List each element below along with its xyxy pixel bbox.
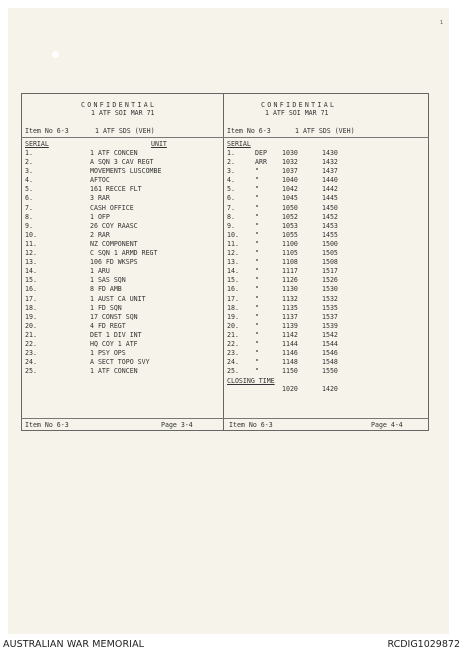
- timing-row: [224, 267, 428, 276]
- timing-row: [224, 304, 428, 313]
- unit-name: DET 1 DIV INT: [90, 330, 142, 339]
- serial-number: 19.: [25, 312, 37, 321]
- left-header-rule: [21, 137, 223, 138]
- time-second: 1440: [322, 176, 338, 185]
- time-second: 1526: [322, 276, 338, 285]
- serial-number: 5.: [25, 185, 33, 194]
- time-first: 1042: [282, 185, 298, 194]
- serial-number: 25.: [25, 367, 37, 376]
- archive-footer: [0, 634, 463, 654]
- unit-name: 106 FD WKSPS: [90, 258, 138, 267]
- right-header-rule: [223, 137, 429, 138]
- time-second: 1432: [322, 158, 338, 167]
- time-second: 1546: [322, 349, 338, 358]
- time-second: 1452: [322, 212, 338, 221]
- unit-row: [21, 185, 223, 194]
- time-first: 1139: [282, 321, 298, 330]
- movement-code: ": [255, 303, 259, 312]
- movement-code: ": [255, 367, 259, 376]
- time-first: 1032: [282, 158, 298, 167]
- serial-number: 16.: [25, 285, 37, 294]
- unit-row: [21, 240, 223, 249]
- unit-row: [21, 249, 223, 258]
- serial-number: 8.: [25, 212, 33, 221]
- serial-number: 9.: [25, 221, 33, 230]
- page-mark: 1: [440, 20, 444, 26]
- serial-number: 15.: [227, 276, 239, 285]
- frame-top-rule: [21, 93, 429, 94]
- movement-code: ": [255, 249, 259, 258]
- time-second: 1455: [322, 230, 338, 239]
- time-second: 1539: [322, 321, 338, 330]
- unit-name: A SQN 3 CAV REGT: [90, 158, 154, 167]
- unit-row: [21, 322, 223, 331]
- time-second: 1442: [322, 185, 338, 194]
- timing-row: [224, 349, 428, 358]
- unit-name: 1 ATF CONCEN: [90, 367, 138, 376]
- right-footer-page: Page 4-4: [371, 421, 403, 429]
- serial-number: 16.: [227, 285, 239, 294]
- unit-name: 1 SAS SQN: [90, 276, 126, 285]
- timing-row: [224, 194, 428, 203]
- movement-code: ARR: [255, 158, 267, 167]
- serial-number: 8.: [227, 212, 235, 221]
- serial-number: 2.: [227, 158, 235, 167]
- timing-row: [224, 276, 428, 285]
- time-second: 1532: [322, 294, 338, 303]
- unit-name: 1 ARU: [90, 267, 110, 276]
- serial-number: 15.: [25, 276, 37, 285]
- serial-number: 22.: [25, 339, 37, 348]
- left-subheading: 1 ATF SOI MAR 71: [91, 109, 155, 117]
- right-footer-rule: [223, 418, 429, 419]
- archive-reference: RCDIG1029872: [387, 639, 460, 650]
- timing-row: [224, 204, 428, 213]
- right-item-number: Item No 6-3: [227, 127, 271, 135]
- unit-row: [21, 313, 223, 322]
- unit-name: 1 OFP: [90, 212, 110, 221]
- unit-row: [21, 194, 223, 203]
- timing-row: [224, 185, 428, 194]
- timing-row: [224, 176, 428, 185]
- serial-number: 22.: [227, 339, 239, 348]
- right-sds-title: 1 ATF SDS (VEH): [295, 127, 355, 135]
- left-col-unit: UNIT: [151, 140, 167, 148]
- movement-code: ": [255, 321, 259, 330]
- serial-number: 5.: [227, 185, 235, 194]
- unit-row: [21, 349, 223, 358]
- left-item-number: Item No 6-3: [25, 127, 69, 135]
- right-col-serial: SERIAL: [227, 140, 251, 148]
- time-first: 1030: [282, 149, 298, 157]
- time-second: 1505: [322, 249, 338, 258]
- serial-number: 13.: [25, 258, 37, 267]
- unit-row: [21, 167, 223, 176]
- serial-number: 14.: [227, 267, 239, 276]
- serial-number: 10.: [25, 230, 37, 239]
- movement-code: ": [255, 176, 259, 185]
- right-footer-item: Item No 6-3: [229, 421, 273, 429]
- unit-row: [21, 231, 223, 240]
- time-second: 1550: [322, 367, 338, 376]
- archive-name: AUSTRALIAN WAR MEMORIAL: [3, 639, 145, 650]
- unit-row: [21, 222, 223, 231]
- timing-row: [224, 322, 428, 331]
- time-second: 1445: [322, 194, 338, 203]
- unit-name: AFTOC: [90, 176, 110, 185]
- serial-number: 24.: [227, 358, 239, 367]
- unit-name: 2 RAR: [90, 230, 110, 239]
- left-footer-item: Item No 6-3: [25, 421, 69, 429]
- movement-code: ": [255, 203, 259, 212]
- timing-row: [224, 213, 428, 222]
- unit-name: 17 CONST SQN: [90, 312, 138, 321]
- time-first: 1148: [282, 358, 298, 367]
- time-second: 1537: [322, 312, 338, 321]
- serial-number: 1.: [25, 149, 33, 157]
- time-second: 1450: [322, 203, 338, 212]
- serial-number: 21.: [25, 330, 37, 339]
- right-subheading: 1 ATF SOI MAR 71: [265, 109, 329, 117]
- serial-number: 20.: [227, 321, 239, 330]
- unit-row: [21, 258, 223, 267]
- serial-number: 7.: [227, 203, 235, 212]
- serial-number: 20.: [25, 321, 37, 330]
- serial-number: 21.: [227, 330, 239, 339]
- closing-time-label: CLOSING TIME: [227, 377, 275, 385]
- movement-code: ": [255, 185, 259, 194]
- serial-number: 6.: [227, 194, 235, 203]
- time-first: 1130: [282, 285, 298, 294]
- movement-code: ": [255, 285, 259, 294]
- serial-number: 11.: [227, 239, 239, 248]
- unit-name: 4 FD REGT: [90, 321, 126, 330]
- movement-code: ": [255, 358, 259, 367]
- right-heading: CONFIDENTIAL: [261, 101, 337, 109]
- movement-code: ": [255, 221, 259, 230]
- timing-row: [224, 313, 428, 322]
- timing-row: [224, 367, 428, 376]
- time-first: 1045: [282, 194, 298, 203]
- time-first: 1142: [282, 330, 298, 339]
- serial-number: 17.: [227, 294, 239, 303]
- unit-row: [21, 304, 223, 313]
- unit-name: HQ COY 1 ATF: [90, 339, 138, 348]
- movement-code: ": [255, 330, 259, 339]
- left-footer-rule: [21, 418, 223, 419]
- serial-number: 12.: [227, 249, 239, 258]
- time-second: 1500: [322, 239, 338, 248]
- time-first: 1050: [282, 203, 298, 212]
- unit-row: [21, 158, 223, 167]
- unit-name: 1 AUST CA UNIT: [90, 294, 146, 303]
- time-first: 1132: [282, 294, 298, 303]
- time-first: 1117: [282, 267, 298, 276]
- time-first: 1135: [282, 303, 298, 312]
- timing-row: [224, 285, 428, 294]
- unit-row: [21, 213, 223, 222]
- time-first: 1126: [282, 276, 298, 285]
- movement-code: ": [255, 230, 259, 239]
- serial-number: 17.: [25, 294, 37, 303]
- unit-name: MOVEMENTS LUSCOMBE: [90, 167, 162, 176]
- timing-row: [224, 222, 428, 231]
- movement-code: ": [255, 167, 259, 176]
- movement-code: ": [255, 239, 259, 248]
- unit-row: [21, 276, 223, 285]
- time-first: 1055: [282, 230, 298, 239]
- serial-number: 13.: [227, 258, 239, 267]
- unit-row: [21, 340, 223, 349]
- movement-code: DEP: [255, 149, 267, 157]
- serial-number: 25.: [227, 367, 239, 376]
- time-first: 1146: [282, 349, 298, 358]
- time-first: 1037: [282, 167, 298, 176]
- left-unit-list: [21, 149, 223, 376]
- time-second: 1530: [322, 285, 338, 294]
- time-second: 1437: [322, 167, 338, 176]
- movement-code: ": [255, 349, 259, 358]
- time-first: 1144: [282, 339, 298, 348]
- frame-bottom-rule: [21, 430, 429, 431]
- movement-code: ": [255, 194, 259, 203]
- left-sds-title: 1 ATF SDS (VEH): [95, 127, 155, 135]
- timing-row: [224, 249, 428, 258]
- movement-code: ": [255, 294, 259, 303]
- unit-row: [21, 331, 223, 340]
- time-second: 1548: [322, 358, 338, 367]
- time-first: 1100: [282, 239, 298, 248]
- movement-code: ": [255, 267, 259, 276]
- timing-row: [224, 295, 428, 304]
- serial-number: 7.: [25, 203, 33, 212]
- serial-number: 14.: [25, 267, 37, 276]
- unit-name: 1 ATF CONCEN: [90, 149, 138, 157]
- right-timing-list: [224, 149, 428, 376]
- time-second: 1453: [322, 221, 338, 230]
- serial-number: 18.: [227, 303, 239, 312]
- timing-row: [224, 167, 428, 176]
- left-heading: CONFIDENTIAL: [81, 101, 157, 109]
- timing-row: [224, 340, 428, 349]
- movement-code: ": [255, 258, 259, 267]
- time-first: 1108: [282, 258, 298, 267]
- timing-row: [224, 158, 428, 167]
- movement-code: ": [255, 276, 259, 285]
- time-first: 1053: [282, 221, 298, 230]
- serial-number: 24.: [25, 358, 37, 367]
- unit-name: NZ COMPONENT: [90, 239, 138, 248]
- unit-row: [21, 358, 223, 367]
- unit-name: 1 PSY OPS: [90, 349, 126, 358]
- timing-row: [224, 231, 428, 240]
- unit-name: C SQN 1 ARMD REGT: [90, 249, 158, 258]
- unit-row: [21, 295, 223, 304]
- unit-name: 161 RECCE FLT: [90, 185, 142, 194]
- serial-number: 3.: [25, 167, 33, 176]
- left-col-serial: SERIAL: [25, 140, 49, 148]
- closing-time-2: 1420: [322, 385, 338, 393]
- time-first: 1137: [282, 312, 298, 321]
- unit-name: CASH OFFICE: [90, 203, 134, 212]
- serial-number: 18.: [25, 303, 37, 312]
- unit-name: 3 RAR: [90, 194, 110, 203]
- serial-number: 3.: [227, 167, 235, 176]
- time-second: 1544: [322, 339, 338, 348]
- movement-code: ": [255, 312, 259, 321]
- serial-number: 19.: [227, 312, 239, 321]
- unit-row: [21, 204, 223, 213]
- serial-number: 23.: [227, 349, 239, 358]
- timing-row: [224, 358, 428, 367]
- serial-number: 11.: [25, 239, 37, 248]
- unit-row: [21, 285, 223, 294]
- closing-time-1: 1020: [282, 385, 298, 393]
- unit-row: [21, 267, 223, 276]
- time-second: 1542: [322, 330, 338, 339]
- movement-code: ": [255, 212, 259, 221]
- time-first: 1040: [282, 176, 298, 185]
- time-second: 1517: [322, 267, 338, 276]
- time-first: 1105: [282, 249, 298, 258]
- left-footer-page: Page 3-4: [161, 421, 193, 429]
- serial-number: 23.: [25, 349, 37, 358]
- soi-sheet: [21, 93, 429, 432]
- serial-number: 6.: [25, 194, 33, 203]
- timing-row: [224, 240, 428, 249]
- timing-row: [224, 331, 428, 340]
- timing-row: [224, 149, 428, 158]
- serial-number: 4.: [227, 176, 235, 185]
- unit-row: [21, 149, 223, 158]
- unit-row: [21, 367, 223, 376]
- frame-right-rule: [428, 93, 429, 430]
- serial-number: 2.: [25, 158, 33, 167]
- unit-name: 8 FD AMB: [90, 285, 122, 294]
- time-first: 1052: [282, 212, 298, 221]
- time-second: 1430: [322, 149, 338, 157]
- time-second: 1508: [322, 258, 338, 267]
- time-second: 1535: [322, 303, 338, 312]
- unit-name: 1 FD SQN: [90, 303, 122, 312]
- unit-row: [21, 176, 223, 185]
- unit-name: A SECT TOPO SVY: [90, 358, 150, 367]
- unit-name: 26 COY RAASC: [90, 221, 138, 230]
- serial-number: 10.: [227, 230, 239, 239]
- serial-number: 1.: [227, 149, 235, 157]
- serial-number: 9.: [227, 221, 235, 230]
- time-first: 1150: [282, 367, 298, 376]
- serial-number: 4.: [25, 176, 33, 185]
- timing-row: [224, 258, 428, 267]
- punch-hole: [52, 51, 59, 58]
- serial-number: 12.: [25, 249, 37, 258]
- movement-code: ": [255, 339, 259, 348]
